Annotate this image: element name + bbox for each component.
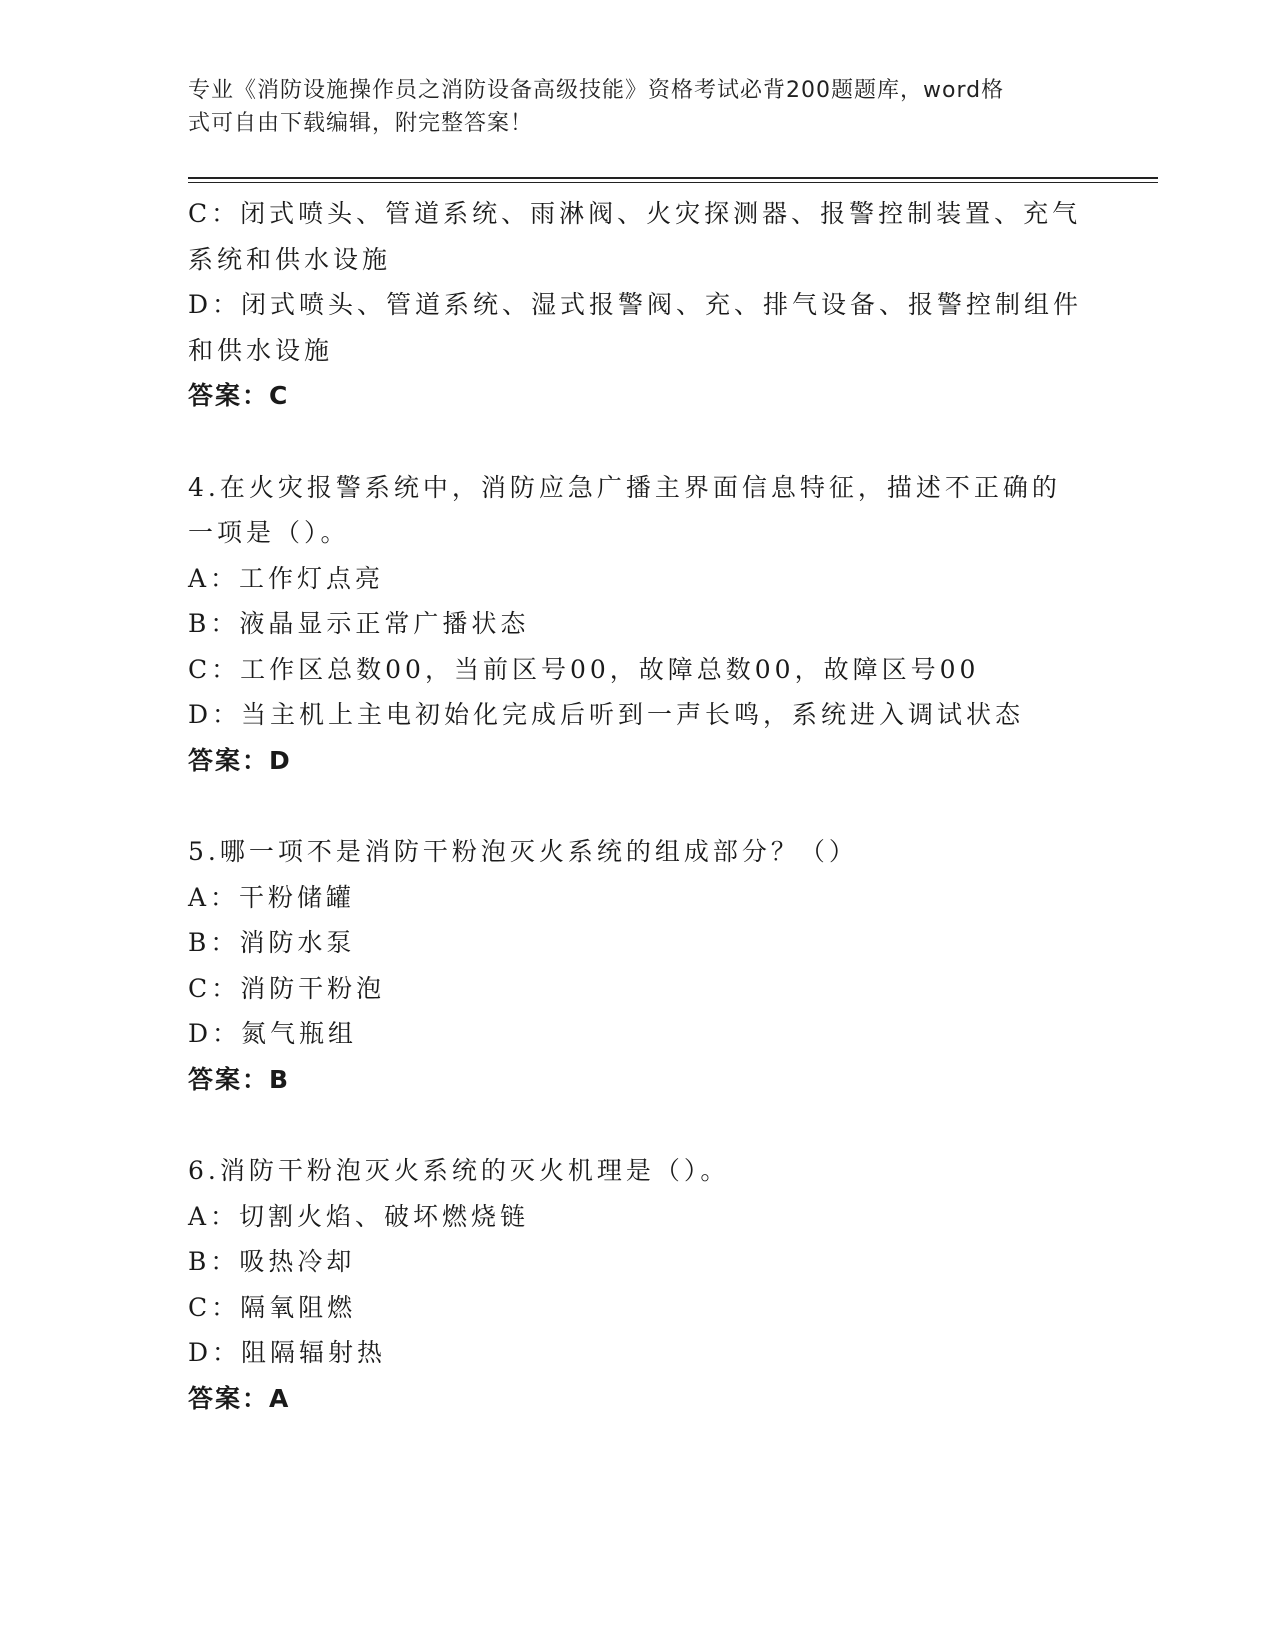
option-b: B：液晶显示正常广播状态 [188, 609, 530, 638]
question-stem: 4.在火灾报警系统中，消防应急广播主界面信息特征，描述不正确的 [188, 472, 1061, 502]
question-block-3-continued [188, 191, 1088, 419]
option-c-continued: 系统和供水设施 [188, 244, 392, 274]
question-stem-continued: 一项是（）。 [188, 518, 350, 547]
document-header [188, 74, 1068, 140]
option-d: D：阻隔辐射热 [188, 1338, 387, 1367]
option-b: B：吸热冷却 [188, 1247, 356, 1276]
option-c: C：闭式喷头、管道系统、雨淋阀、火灾探测器、报警控制装置、充气 [188, 199, 1082, 228]
question-block-5 [188, 829, 1088, 1102]
header-line-1: 专业《消防设施操作员之消防设备高级技能》资格考试必背200题题库，word格 [188, 78, 1005, 103]
option-d: D：闭式喷头、管道系统、湿式报警阀、充、排气设备、报警控制组件 [188, 290, 1083, 319]
answer-label: 答案：A [188, 1383, 291, 1413]
question-stem: 5.哪一项不是消防干粉泡灭火系统的组成部分？（） [188, 837, 858, 866]
header-divider-thick [188, 177, 1158, 179]
option-c: C：消防干粉泡 [188, 973, 386, 1003]
question-stem: 6.消防干粉泡灭火系统的灭火机理是（）。 [188, 1156, 730, 1185]
option-a: A：工作灯点亮 [188, 563, 385, 593]
option-d-continued: 和供水设施 [188, 335, 334, 365]
option-d: D：当主机上主电初始化完成后听到一声长鸣，系统进入调试状态 [188, 700, 1025, 729]
option-b: B：消防水泵 [188, 928, 356, 957]
answer-label: 答案：C [188, 381, 290, 410]
option-a: A：干粉储罐 [188, 882, 356, 912]
answer-label: 答案：B [188, 1064, 291, 1094]
option-d: D：氮气瓶组 [188, 1019, 358, 1048]
header-divider-thin [188, 182, 1158, 183]
answer-label: 答案：D [188, 745, 292, 775]
option-c: C：隔氧阻燃 [188, 1292, 357, 1322]
question-block-6 [188, 1148, 1088, 1421]
question-block-4 [188, 465, 1088, 784]
option-a: A：切割火焰、破坏燃烧链 [188, 1201, 530, 1231]
header-line-2: 式可自由下载编辑，附完整答案！ [188, 111, 534, 136]
option-c: C：工作区总数00，当前区号00，故障总数00，故障区号00 [188, 654, 980, 684]
question-list [188, 191, 1088, 1421]
